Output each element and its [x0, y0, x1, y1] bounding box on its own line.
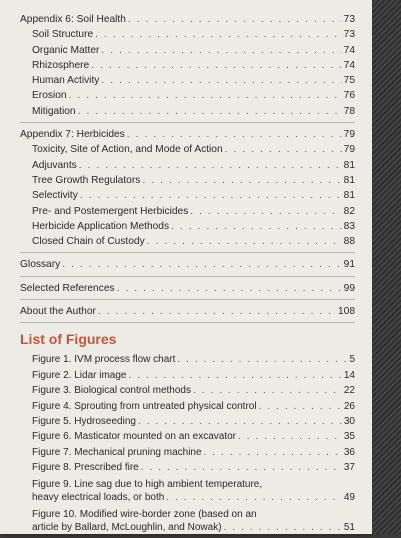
entry-title: Tree Growth Regulators — [32, 174, 141, 186]
dot-leader — [193, 383, 342, 398]
entry-page: 74 — [343, 44, 355, 56]
entry-page: 82 — [343, 205, 355, 217]
entry-page: 81 — [343, 159, 355, 171]
entry-page: 5 — [349, 354, 355, 366]
dot-leader — [62, 257, 341, 272]
dot-leader — [98, 304, 336, 319]
entry-title: Figure 3. Biological control methods — [32, 385, 191, 397]
dot-leader — [171, 219, 342, 234]
entry-title: Figure 8. Prescribed fire — [32, 462, 139, 474]
dot-leader — [129, 368, 342, 383]
entry-title: Mitigation — [32, 105, 76, 117]
entry-title: Glossary — [20, 259, 61, 271]
entry-title: Figure 4. Sprouting from untreated physical control — [32, 400, 257, 412]
entry-title: Closed Chain of Custody — [32, 236, 145, 248]
entry-page: 79 — [343, 129, 355, 141]
section-divider — [20, 322, 355, 323]
entry-title: Figure 2. Lidar image — [32, 369, 127, 381]
entry-page: 37 — [343, 462, 355, 474]
dot-leader — [259, 399, 342, 414]
entry-page: 99 — [343, 282, 355, 294]
dot-leader — [141, 460, 342, 475]
table-of-contents — [20, 12, 355, 538]
entry-title: Figure 7. Mechanical pruning machine — [32, 446, 202, 458]
toc-entry[interactable] — [20, 219, 355, 234]
dot-leader — [117, 281, 342, 296]
entry-title-line-2: article by Ballard, McLoughlin, and Nowak) — [32, 521, 222, 533]
dot-leader — [204, 445, 342, 460]
entry-title: Pre- and Postemergent Herbicides — [32, 205, 189, 217]
entry-title: Adjuvants — [32, 159, 77, 171]
dot-leader — [224, 521, 342, 534]
dot-leader — [166, 491, 342, 504]
figure-entry[interactable] — [32, 445, 355, 460]
entry-title: Herbicide Application Methods — [32, 220, 170, 232]
dot-leader — [80, 188, 342, 203]
toc-entry[interactable] — [20, 27, 355, 42]
dot-leader — [78, 104, 342, 119]
background-fabric — [372, 0, 401, 534]
dot-leader — [147, 234, 342, 249]
dot-leader — [225, 142, 342, 157]
dot-leader — [95, 27, 342, 42]
entry-page: 74 — [343, 59, 355, 71]
figure-entry[interactable] — [32, 429, 355, 444]
figure-entry[interactable] — [32, 460, 355, 475]
dot-leader — [177, 352, 347, 367]
entry-page: 91 — [343, 259, 355, 271]
entry-page: 14 — [343, 369, 355, 381]
figures-list — [20, 352, 355, 533]
entry-page: 49 — [343, 491, 355, 503]
entry-page: 22 — [343, 385, 355, 397]
dot-leader — [79, 158, 342, 173]
entry-page: 88 — [343, 236, 355, 248]
figure-entry-9[interactable] — [32, 478, 355, 504]
entry-page: 36 — [343, 446, 355, 458]
toc-entry[interactable] — [20, 88, 355, 103]
figure-entry-10[interactable] — [32, 508, 355, 534]
figure-entry[interactable] — [32, 399, 355, 414]
figure-entry[interactable] — [32, 368, 355, 383]
toc-entry-glossary[interactable] — [20, 257, 355, 272]
entry-page: 73 — [343, 29, 355, 41]
entry-page: 83 — [343, 220, 355, 232]
section-divider — [20, 122, 355, 123]
toc-entry[interactable] — [20, 142, 355, 157]
entry-title: Figure 1. IVM process flow chart — [32, 354, 176, 366]
entry-page: 26 — [343, 400, 355, 412]
dot-leader — [69, 88, 342, 103]
entry-title: Appendix 6: Soil Health — [20, 14, 126, 25]
entry-title: Selectivity — [32, 190, 78, 202]
list-of-figures-heading: List of Figures — [20, 331, 117, 348]
dot-leader — [190, 204, 341, 219]
entry-page: 78 — [343, 105, 355, 117]
toc-entry[interactable] — [20, 204, 355, 219]
entry-title-line-1: Figure 9. Line sag due to high ambient temperature, — [32, 478, 263, 490]
dot-leader — [91, 58, 341, 73]
figure-entry[interactable] — [32, 383, 355, 398]
entry-page: 79 — [343, 144, 355, 156]
toc-entry[interactable] — [20, 43, 355, 58]
dot-leader — [238, 429, 342, 444]
entry-page: 81 — [343, 190, 355, 202]
toc-entry-appendix-7[interactable] — [20, 127, 355, 142]
toc-entry[interactable] — [20, 104, 355, 119]
entry-page: 108 — [338, 306, 355, 318]
section-divider — [20, 252, 355, 253]
toc-entry-author[interactable] — [20, 304, 355, 319]
entry-title: Figure 6. Masticator mounted on an excavator — [32, 431, 236, 443]
entry-title: Toxicity, Site of Action, and Mode of Action — [32, 144, 223, 156]
dot-leader — [128, 12, 342, 27]
dot-leader — [142, 173, 341, 188]
toc-entry[interactable] — [20, 58, 355, 73]
entry-page: 76 — [343, 90, 355, 102]
entry-title: Organic Matter — [32, 44, 100, 56]
entry-page: 75 — [343, 75, 355, 87]
toc-entry[interactable] — [20, 173, 355, 188]
dot-leader — [127, 127, 342, 142]
entry-page: 73 — [343, 14, 355, 25]
entry-title: About the Author — [20, 306, 96, 318]
dot-leader — [101, 73, 341, 88]
entry-page: 35 — [343, 431, 355, 443]
entry-title: Selected References — [20, 282, 115, 294]
entry-page: 51 — [343, 521, 355, 533]
entry-page: 30 — [343, 415, 355, 427]
figure-entry[interactable] — [32, 352, 355, 367]
section-divider — [20, 276, 355, 277]
entry-title: Figure 5. Hydroseeding — [32, 415, 136, 427]
toc-entry-appendix-6[interactable] — [20, 12, 355, 27]
entry-title: Human Activity — [32, 75, 100, 87]
entry-page: 81 — [343, 174, 355, 186]
entry-title-line-1: Figure 10. Modified wire-border zone (based on an — [32, 508, 257, 520]
entry-title: Appendix 7: Herbicides — [20, 129, 125, 141]
entry-title-line-2: heavy electrical loads, or both — [32, 491, 165, 503]
entry-title: Rhizosphere — [32, 59, 90, 71]
entry-title: Soil Structure — [32, 29, 94, 41]
dot-leader — [138, 414, 342, 429]
dot-leader — [101, 43, 341, 58]
toc-entry[interactable] — [20, 158, 355, 173]
figure-entry[interactable] — [32, 414, 355, 429]
toc-entry[interactable] — [20, 188, 355, 203]
toc-entry[interactable] — [20, 73, 355, 88]
toc-entry[interactable] — [20, 234, 355, 249]
toc-entry-references[interactable] — [20, 281, 355, 296]
section-divider — [20, 299, 355, 300]
entry-title: Erosion — [32, 90, 67, 102]
